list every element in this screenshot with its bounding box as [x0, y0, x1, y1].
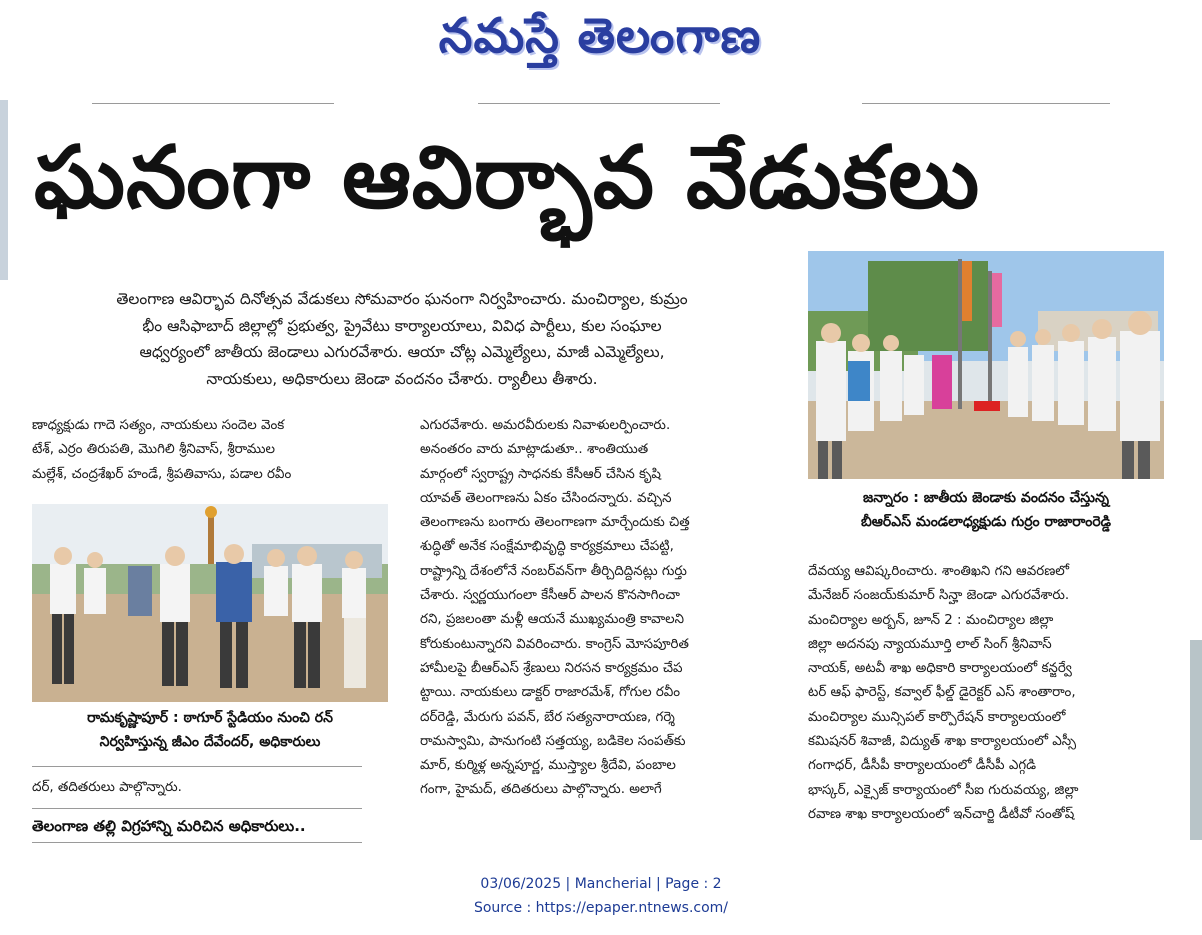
text-line: దర్, తదితరులు పాల్గొన్నారు. [32, 780, 182, 795]
text-line: మంచిర్యాల మున్సిపల్ కార్పొరేషన్ కార్యాలయంలో [808, 709, 1066, 725]
text-line: రవాణ శాఖ కార్యాలయంలో ఇన్‌చార్జి డీటీవో సంతోష్ [808, 806, 1075, 822]
text-line: ఎగురవేశారు. అమరవీరులకు నివాళులర్పించారు. [420, 418, 671, 433]
page-footer [0, 872, 1202, 920]
text-line: తెలంగాణను బంగారు తెలంగాణగా మార్చేందుకు చిత్త [420, 515, 690, 531]
headline: ఘనంగా ఆవిర్భావ వేడుకలు [34, 128, 981, 228]
text-line: హామీలపై బీఆర్ఎస్ శ్రేణులు నిరసన కార్యక్రమం చేప [420, 660, 683, 676]
footer-date-edition: 03/06/2025 | Mancherial | Page : 2 [480, 876, 722, 892]
text-line: కమిషనర్ శివాజీ, విద్యుత్ శాఖ కార్యాలయంలో ఎస్సీ [808, 734, 1077, 750]
text-line: మేనేజర్ సంజయ్‌కుమార్ సిన్హా జెండా ఎగురవేశారు. [808, 588, 1070, 604]
text-line: మంచిర్యాల అర్బన్, జూన్ 2 : మంచిర్యాల జిల్లా [808, 612, 1054, 628]
text-line: దేవయ్య ఆవిష్కరించారు. శాంతిఖని గని ఆవరణలో [808, 564, 1070, 579]
text-line: మార్గంలో స్వరాష్ట్ర సాధనకు కేసీఆర్ చేసిన కృషి [420, 466, 661, 482]
text-line: చేశారు. స్వర్ణయుగంలా కేసీఆర్ పాలన కొనసాగించా [420, 588, 680, 604]
run-event-photo [32, 504, 388, 702]
caption-line: నిర్వహిస్తున్న జీఎం దేవేందర్, అధికారులు [99, 734, 321, 750]
divider [32, 842, 362, 843]
text-line: గంగా, హైమద్, తదితరులు పాల్గొన్నారు. అలాగే [420, 782, 662, 798]
divider [92, 103, 334, 104]
text-line: రని, ప్రజలంతా మళ్లీ ఆయనే ముఖ్యమంత్రి కావాలని [420, 612, 685, 628]
divider [478, 103, 720, 104]
flag-salute-photo [808, 251, 1164, 479]
text-line: భాస్కర్, ఎక్సైజ్ కార్యాయంలో సీఐ గురువయ్య, జిల్లా [808, 782, 1079, 798]
adjacent-page-fragment [1190, 640, 1202, 840]
intro-line: నాయకులు, అధికారులు జెండా వందనం చేశారు. ర్యాలీలు తీశారు. [206, 369, 598, 388]
caption-line: జన్నారం : జాతీయ జెండాకు వందనం చేస్తున్న [863, 490, 1109, 506]
intro-line: ఆధ్వర్యంలో జాతీయ జెండాలు ఎగురవేశారు. ఆయా చోట్ల ఎమ్మెల్యేలు, మాజీ ఎమ్మెల్యేలు, [139, 343, 665, 361]
text-line: టేశ్, ఎర్రం తిరుపతి, మొగిలి శ్రీనివాస్, శ్రీరాముల [32, 442, 276, 458]
photo-caption [32, 706, 388, 754]
divider [862, 103, 1110, 104]
column-1-text-bottom [32, 776, 394, 800]
column-1-text-top [32, 414, 394, 487]
text-line: యావత్ తెలంగాణను ఏకం చేసిందన్నారు. వచ్చిన [420, 490, 672, 506]
text-line: కోరుకుంటున్నారని వివరించారు. కాంగ్రెస్ మోసపూరిత [420, 636, 689, 652]
text-line: రామస్వామి, పానుగంటి సత్తయ్య, బడికెల సంపత్‌కు [420, 733, 686, 749]
intro-line: తెలంగాణ ఆవిర్భావ దినోత్సవ వేడుకలు సోమవారం ఘనంగా నిర్వహించారు. మంచిర్యాల, కుమ్రం [116, 290, 688, 308]
news-photo-flag-salute [808, 251, 1164, 479]
text-line: నాయక్, అటవీ శాఖ అధికారి కార్యాలయంలో కన్జర్వే [808, 661, 1072, 677]
text-line: గంగాధర్, డీసీపీ కార్యాలయంలో డీసీపీ ఎగ్గడి [808, 758, 1037, 774]
caption-line: బీఆర్ఎస్ మండలాధ్యక్షుడు గుర్రం రాజారాంరెడ్డి [860, 514, 1112, 530]
footer-source: Source : https://epaper.ntnews.com/ [473, 900, 729, 916]
adjacent-page-fragment [0, 100, 8, 280]
intro-paragraph [52, 286, 752, 392]
divider [32, 808, 362, 809]
text-line: జిల్లా అదనపు న్యాయమూర్తి లాల్ సింగ్ శ్రీనివాస్ [808, 636, 1052, 652]
column-3-text [808, 560, 1170, 827]
text-line: టర్ ఆఫ్ ఫారెస్ట్, కవ్వాల్ ఫీల్డ్ డైరెక్టర్ ఎస్ శాంతారాం, [808, 685, 1076, 701]
photo-caption [808, 486, 1164, 534]
sub-heading: తెలంగాణ తల్లి విగ్రహాన్ని మరిచిన అధికారులు.. [32, 817, 306, 835]
text-line: ట్టాయి. నాయకులు డాక్టర్ రాజారమేశ్, గోగుల రవీం [420, 685, 681, 701]
news-photo-run [32, 504, 388, 702]
masthead-logo: నమస్తే తెలంగాణ [438, 8, 762, 64]
text-line: మల్లేశ్, చంద్రశేఖర్ హండే, శ్రీపతివాసు, పడాల రవీం [32, 466, 292, 482]
column-2-text [420, 414, 782, 803]
text-line: శుద్ధితో అనేక సంక్షేమాభివృద్ధి కార్యక్రమాలు చేపట్టి, [420, 539, 674, 555]
text-line: అనంతరం వారు మాట్లాడుతూ.. శాంతియుత [420, 442, 649, 458]
text-line: రాష్ట్రాన్ని దేశంలోనే నంబర్‌వన్‌గా తీర్చిదిద్దినట్లు గుర్తు [420, 563, 687, 579]
text-line: ణాధ్యక్షుడు గాదె సత్యం, నాయకులు సందెల వెంక [32, 418, 285, 433]
caption-line: రామకృష్ణాపూర్ : ఠాగూర్ స్టేడియం నుంచి రన్ [87, 710, 333, 726]
text-line: మార్, కుర్మిళ్ల అన్నపూర్ణ, ముస్త్యాల శ్రీదేవి, పంబాల [420, 758, 676, 774]
divider [32, 766, 362, 767]
text-line: దర్‌రెడ్డి, మేరుగు పవన్, బేర సత్యనారాయణ, గర్శె [420, 709, 675, 725]
intro-line: భీం ఆసిఫాబాద్ జిల్లాల్లో ప్రభుత్వ, ప్రైవేటు కార్యాలయాలు, వివిధ పార్టీలు, కుల సంఘాల [142, 316, 662, 335]
